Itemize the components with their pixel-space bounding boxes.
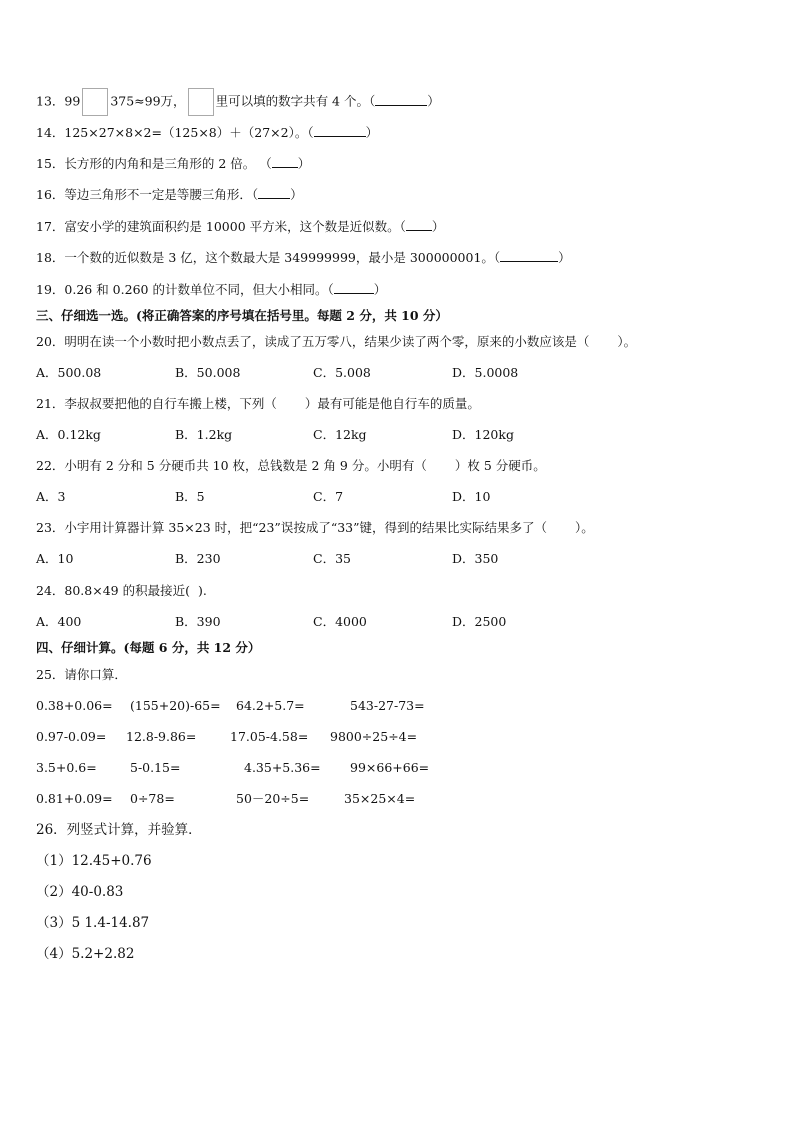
oral-calc: 543-27-73= — [350, 698, 425, 713]
oral-calc: 9800÷25÷4= — [330, 729, 418, 744]
oral-calc: 4.35+5.36= — [244, 760, 321, 775]
question-15: 15．长方形的内角和是三角形的 2 倍。 （ ） — [36, 156, 311, 171]
section-3-title: 三、仔细选一选。(将正确答案的序号填在括号里。每题 2 分，共 10 分） — [36, 308, 448, 323]
answer-blank[interactable] — [500, 249, 558, 262]
question-18: 18．一个数的近似数是 3 亿，这个数最大是 349999999，最小是 300000001。（ ） — [36, 250, 571, 265]
option-b[interactable]: B．50.008 — [175, 365, 241, 380]
option-d[interactable]: D．120kg — [452, 427, 514, 442]
option-c[interactable]: C．7 — [313, 489, 344, 504]
question-25-title: 25．请你口算． — [36, 667, 127, 682]
option-c[interactable]: C．5.008 — [313, 365, 371, 380]
question-20: 20．明明在读一个小数时把小数点丢了，读成了五万零八，结果少读了两个零，原来的小数应该是（ ）。 — [36, 334, 637, 349]
answer-blank[interactable] — [258, 186, 290, 199]
oral-calc: 0.97-0.09= — [36, 729, 107, 744]
option-d[interactable]: D．10 — [452, 489, 491, 504]
option-a[interactable]: A．400 — [36, 614, 82, 629]
oral-calc: 12.8-9.86= — [126, 729, 197, 744]
option-c[interactable]: C．12kg — [313, 427, 367, 442]
section-4-title: 四、仔细计算。(每题 6 分，共 12 分） — [36, 640, 261, 655]
oral-calc: 0.38+0.06= — [36, 698, 113, 713]
option-d[interactable]: D．2500 — [452, 614, 507, 629]
vertical-calc-3: （3）5 1.4-14.87 — [36, 915, 150, 931]
option-c[interactable]: C．4000 — [313, 614, 367, 629]
option-d[interactable]: D．5.0008 — [452, 365, 519, 380]
answer-blank[interactable] — [375, 93, 427, 106]
oral-calc: 5-0.15= — [130, 760, 181, 775]
option-b[interactable]: B．390 — [175, 614, 221, 629]
vertical-calc-2: （2）40-0.83 — [36, 884, 124, 900]
option-b[interactable]: B．230 — [175, 551, 221, 566]
question-23: 23．小宇用计算器计算 35×23 时，把“23”误按成了“33”键，得到的结果比实际结果多了（ ）。 — [36, 520, 594, 535]
oral-calc: 0÷78= — [130, 791, 175, 806]
fill-box[interactable] — [82, 88, 108, 116]
oral-calc: 35×25×4= — [344, 791, 416, 806]
question-21: 21．李叔叔要把他的自行车搬上楼，下列（ ）最有可能是他自行车的质量。 — [36, 396, 480, 411]
vertical-calc-4: （4）5.2+2.82 — [36, 946, 135, 962]
question-13: 13．99 375≈99万， 里可以填的数字共有 4 个。（ ） — [36, 88, 440, 116]
question-16: 16．等边三角形不一定是等腰三角形．（ ） — [36, 187, 303, 202]
oral-calc: 99×66+66= — [350, 760, 430, 775]
fill-box[interactable] — [188, 88, 214, 116]
option-c[interactable]: C．35 — [313, 551, 351, 566]
option-b[interactable]: B．1.2kg — [175, 427, 233, 442]
question-26-title: 26．列竖式计算，并验算． — [36, 822, 202, 838]
oral-calc: 0.81+0.09= — [36, 791, 113, 806]
option-a[interactable]: A．0.12kg — [36, 427, 101, 442]
answer-blank[interactable] — [406, 218, 432, 231]
oral-calc: 3.5+0.6= — [36, 760, 97, 775]
oral-calc: (155+20)-65= — [130, 698, 221, 713]
oral-calc: 17.05-4.58= — [230, 729, 309, 744]
answer-blank[interactable] — [272, 155, 298, 168]
question-19: 19．0.26 和 0.260 的计数单位不同，但大小相同。（ ） — [36, 282, 387, 297]
option-a[interactable]: A．10 — [36, 551, 74, 566]
option-b[interactable]: B．5 — [175, 489, 205, 504]
option-a[interactable]: A．500.08 — [36, 365, 102, 380]
question-22: 22．小明有 2 分和 5 分硬币共 10 枚，总钱数是 2 角 9 分。小明有（ ）枚 5 分硬币。 — [36, 458, 546, 473]
question-17: 17．富安小学的建筑面积约是 10000 平方米，这个数是近似数。（ ） — [36, 219, 445, 234]
oral-calc: 64.2+5.7= — [236, 698, 305, 713]
option-d[interactable]: D．350 — [452, 551, 499, 566]
question-24: 24．80.8×49 的积最接近( ). — [36, 583, 207, 598]
question-14: 14．125×27×8×2=（125×8）＋（27×2）。（ ） — [36, 125, 379, 140]
vertical-calc-1: （1）12.45+0.76 — [36, 853, 152, 869]
oral-calc: 50－20÷5= — [236, 791, 310, 806]
option-a[interactable]: A．3 — [36, 489, 66, 504]
answer-blank[interactable] — [334, 281, 374, 294]
answer-blank[interactable] — [314, 124, 366, 137]
